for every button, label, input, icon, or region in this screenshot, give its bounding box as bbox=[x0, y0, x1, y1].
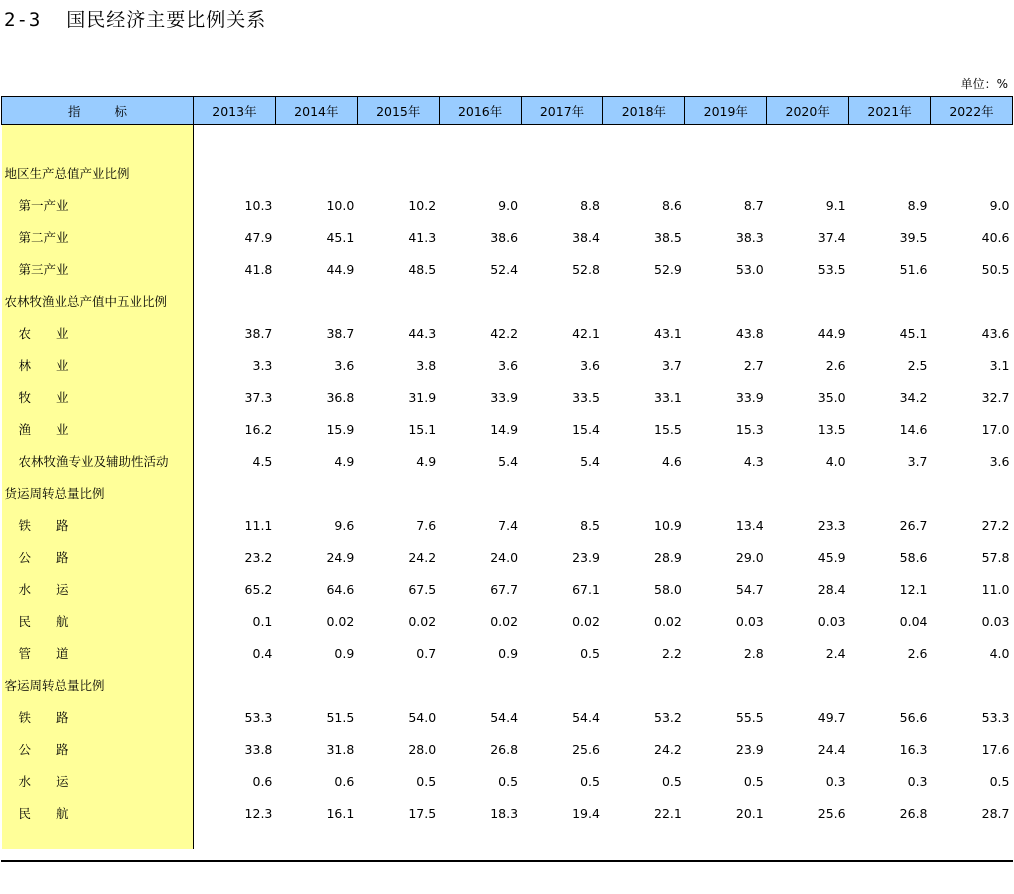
value-cell: 28.7 bbox=[981, 805, 1010, 821]
value-cell bbox=[685, 829, 767, 849]
value-cell: 18.3 bbox=[490, 805, 519, 821]
row-label: 民 航 bbox=[2, 797, 194, 829]
value-cell: 53.3 bbox=[244, 709, 273, 725]
value-cell bbox=[521, 285, 603, 317]
row-label: 林 业 bbox=[2, 349, 194, 381]
value-cell: 23.3 bbox=[817, 517, 846, 533]
value-cell: 12.1 bbox=[899, 581, 928, 597]
value-cell: 15.4 bbox=[572, 421, 600, 437]
value-cell bbox=[521, 125, 603, 158]
table-row bbox=[2, 541, 1013, 573]
value-cell: 33.9 bbox=[735, 389, 764, 405]
value-cell bbox=[357, 829, 439, 849]
table-row bbox=[2, 637, 1013, 669]
value-cell bbox=[439, 669, 521, 701]
ratio-table bbox=[1, 96, 1013, 849]
value-cell: 28.0 bbox=[408, 741, 437, 757]
value-cell bbox=[521, 669, 603, 701]
value-cell: 24.0 bbox=[490, 549, 519, 565]
value-cell: 11.0 bbox=[981, 581, 1010, 597]
value-cell bbox=[849, 829, 931, 849]
value-cell: 9.1 bbox=[825, 197, 846, 213]
value-cell: 5.4 bbox=[580, 453, 600, 469]
year-header: 2014年 bbox=[275, 97, 357, 125]
value-cell: 4.9 bbox=[416, 453, 437, 469]
value-cell: 13.5 bbox=[817, 421, 846, 437]
value-cell: 24.2 bbox=[408, 549, 437, 565]
section-label: 货运周转总量比例 bbox=[2, 477, 194, 509]
value-cell: 51.6 bbox=[899, 261, 928, 277]
unit-label: 单位：% bbox=[960, 77, 1008, 91]
value-cell: 3.6 bbox=[498, 357, 519, 373]
value-cell: 0.5 bbox=[498, 773, 519, 789]
value-cell: 0.6 bbox=[252, 773, 273, 789]
value-cell: 26.7 bbox=[899, 517, 928, 533]
value-cell: 56.6 bbox=[899, 709, 928, 725]
value-cell: 37.3 bbox=[244, 389, 273, 405]
value-cell bbox=[194, 285, 276, 317]
value-cell: 3.7 bbox=[907, 453, 928, 469]
indicator-header bbox=[2, 97, 194, 125]
value-cell: 27.2 bbox=[981, 517, 1010, 533]
value-cell bbox=[931, 829, 1013, 849]
row-label: 水 运 bbox=[2, 765, 194, 797]
value-cell: 0.3 bbox=[907, 773, 928, 789]
year-header: 2016年 bbox=[439, 97, 521, 125]
value-cell: 9.0 bbox=[989, 197, 1010, 213]
year-header: 2013年 bbox=[194, 97, 276, 125]
value-cell bbox=[521, 829, 603, 849]
value-cell bbox=[439, 477, 521, 509]
indicator-header-right: 标 bbox=[114, 103, 128, 119]
value-cell: 24.2 bbox=[654, 741, 682, 757]
row-label: 管 道 bbox=[2, 637, 194, 669]
table-row bbox=[2, 381, 1013, 413]
value-cell: 36.8 bbox=[326, 389, 355, 405]
value-cell: 22.1 bbox=[654, 805, 682, 821]
value-cell: 7.6 bbox=[416, 517, 437, 533]
table-row bbox=[2, 797, 1013, 829]
value-cell: 0.6 bbox=[334, 773, 355, 789]
table-row bbox=[2, 573, 1013, 605]
value-cell: 4.6 bbox=[661, 453, 682, 469]
value-cell: 0.5 bbox=[580, 773, 600, 789]
value-cell: 35.0 bbox=[817, 389, 846, 405]
value-cell: 0.03 bbox=[981, 613, 1010, 629]
value-cell: 3.6 bbox=[989, 453, 1010, 469]
value-cell bbox=[849, 669, 931, 701]
section-label: 农林牧渔业总产值中五业比例 bbox=[2, 285, 194, 317]
value-cell: 52.8 bbox=[572, 261, 600, 277]
value-cell: 16.2 bbox=[244, 421, 273, 437]
value-cell: 0.1 bbox=[252, 613, 273, 629]
value-cell: 12.3 bbox=[244, 805, 273, 821]
value-cell: 23.2 bbox=[244, 549, 273, 565]
value-cell: 0.5 bbox=[989, 773, 1010, 789]
value-cell: 2.6 bbox=[907, 645, 928, 661]
spacer-row bbox=[2, 125, 1013, 158]
value-cell: 42.2 bbox=[490, 325, 519, 341]
value-cell: 15.9 bbox=[326, 421, 355, 437]
row-label: 公 路 bbox=[2, 733, 194, 765]
value-cell: 54.7 bbox=[735, 581, 764, 597]
value-cell bbox=[685, 669, 767, 701]
header-row bbox=[2, 97, 1013, 125]
value-cell: 4.9 bbox=[334, 453, 355, 469]
section-row bbox=[2, 669, 1013, 701]
value-cell: 23.9 bbox=[735, 741, 764, 757]
value-cell: 11.1 bbox=[244, 517, 273, 533]
value-cell bbox=[603, 285, 685, 317]
value-cell bbox=[521, 157, 603, 189]
value-cell: 54.4 bbox=[572, 709, 600, 725]
value-cell: 25.6 bbox=[817, 805, 846, 821]
value-cell: 3.3 bbox=[252, 357, 273, 373]
value-cell bbox=[685, 477, 767, 509]
value-cell: 24.4 bbox=[817, 741, 846, 757]
value-cell: 0.4 bbox=[252, 645, 273, 661]
value-cell: 67.7 bbox=[490, 581, 519, 597]
value-cell: 48.5 bbox=[408, 261, 437, 277]
value-cell: 8.5 bbox=[580, 517, 600, 533]
value-cell: 2.4 bbox=[825, 645, 846, 661]
value-cell bbox=[767, 829, 849, 849]
year-header: 2019年 bbox=[685, 97, 767, 125]
value-cell: 19.4 bbox=[572, 805, 600, 821]
row-label: 水 运 bbox=[2, 573, 194, 605]
value-cell: 3.1 bbox=[989, 357, 1010, 373]
label-cell bbox=[2, 125, 194, 158]
section-row bbox=[2, 157, 1013, 189]
value-cell: 2.6 bbox=[825, 357, 846, 373]
value-cell bbox=[849, 157, 931, 189]
year-header: 2015年 bbox=[357, 97, 439, 125]
value-cell: 0.9 bbox=[498, 645, 519, 661]
table-row bbox=[2, 349, 1013, 381]
value-cell: 3.6 bbox=[334, 357, 355, 373]
value-cell: 0.02 bbox=[572, 613, 600, 629]
value-cell: 53.3 bbox=[981, 709, 1010, 725]
value-cell: 3.7 bbox=[661, 357, 682, 373]
year-header: 2020年 bbox=[767, 97, 849, 125]
value-cell: 20.1 bbox=[735, 805, 764, 821]
indicator-header-left: 指 bbox=[67, 103, 81, 119]
value-cell: 16.3 bbox=[899, 741, 928, 757]
value-cell: 52.9 bbox=[654, 261, 682, 277]
value-cell: 42.1 bbox=[572, 325, 600, 341]
row-label: 农林牧渔专业及辅助性活动 bbox=[2, 445, 194, 477]
value-cell bbox=[931, 157, 1013, 189]
value-cell bbox=[194, 669, 276, 701]
value-cell bbox=[194, 829, 276, 849]
value-cell: 3.6 bbox=[580, 357, 600, 373]
value-cell: 53.2 bbox=[654, 709, 682, 725]
value-cell: 57.8 bbox=[981, 549, 1010, 565]
value-cell bbox=[685, 125, 767, 158]
row-label: 第二产业 bbox=[2, 221, 194, 253]
row-label: 农 业 bbox=[2, 317, 194, 349]
value-cell: 58.6 bbox=[899, 549, 928, 565]
value-cell bbox=[275, 157, 357, 189]
value-cell: 2.2 bbox=[661, 645, 682, 661]
value-cell: 33.1 bbox=[654, 389, 682, 405]
value-cell bbox=[767, 125, 849, 158]
value-cell: 54.4 bbox=[490, 709, 519, 725]
value-cell bbox=[194, 125, 276, 158]
table-row bbox=[2, 765, 1013, 797]
table-bottom-rule bbox=[1, 860, 1013, 862]
value-cell: 3.8 bbox=[416, 357, 437, 373]
value-cell bbox=[849, 477, 931, 509]
value-cell: 8.8 bbox=[580, 197, 600, 213]
value-cell: 33.8 bbox=[244, 741, 273, 757]
value-cell: 33.5 bbox=[572, 389, 600, 405]
value-cell: 65.2 bbox=[244, 581, 273, 597]
value-cell bbox=[194, 477, 276, 509]
row-label: 第三产业 bbox=[2, 253, 194, 285]
value-cell bbox=[275, 125, 357, 158]
table-row bbox=[2, 221, 1013, 253]
value-cell: 2.8 bbox=[743, 645, 764, 661]
value-cell: 0.5 bbox=[416, 773, 437, 789]
value-cell: 43.8 bbox=[735, 325, 764, 341]
value-cell: 2.5 bbox=[907, 357, 928, 373]
value-cell bbox=[849, 285, 931, 317]
value-cell: 58.0 bbox=[654, 581, 682, 597]
value-cell: 40.6 bbox=[981, 229, 1010, 245]
value-cell: 38.7 bbox=[326, 325, 355, 341]
value-cell: 0.03 bbox=[817, 613, 846, 629]
value-cell: 47.9 bbox=[244, 229, 273, 245]
value-cell: 0.02 bbox=[654, 613, 682, 629]
value-cell bbox=[849, 125, 931, 158]
table-body bbox=[2, 125, 1013, 850]
value-cell: 29.0 bbox=[735, 549, 764, 565]
value-cell: 38.5 bbox=[654, 229, 682, 245]
value-cell: 28.9 bbox=[654, 549, 682, 565]
value-cell: 4.3 bbox=[743, 453, 764, 469]
value-cell: 41.8 bbox=[244, 261, 273, 277]
row-label: 民 航 bbox=[2, 605, 194, 637]
value-cell bbox=[357, 669, 439, 701]
value-cell: 10.9 bbox=[654, 517, 682, 533]
value-cell: 54.0 bbox=[408, 709, 437, 725]
value-cell: 8.7 bbox=[743, 197, 764, 213]
row-label: 第一产业 bbox=[2, 189, 194, 221]
value-cell: 38.3 bbox=[735, 229, 764, 245]
value-cell: 33.9 bbox=[490, 389, 519, 405]
section-row bbox=[2, 285, 1013, 317]
value-cell: 55.5 bbox=[735, 709, 764, 725]
value-cell bbox=[603, 477, 685, 509]
value-cell: 15.5 bbox=[654, 421, 682, 437]
value-cell: 51.5 bbox=[326, 709, 355, 725]
value-cell bbox=[521, 477, 603, 509]
value-cell bbox=[685, 157, 767, 189]
value-cell bbox=[931, 285, 1013, 317]
value-cell: 17.6 bbox=[981, 741, 1010, 757]
table-row bbox=[2, 701, 1013, 733]
value-cell bbox=[357, 285, 439, 317]
value-cell bbox=[275, 669, 357, 701]
label-cell bbox=[2, 829, 194, 849]
value-cell: 10.3 bbox=[244, 197, 273, 213]
value-cell: 0.02 bbox=[408, 613, 437, 629]
value-cell bbox=[931, 125, 1013, 158]
table-row bbox=[2, 253, 1013, 285]
value-cell: 25.6 bbox=[572, 741, 600, 757]
value-cell: 0.9 bbox=[334, 645, 355, 661]
value-cell: 26.8 bbox=[490, 741, 519, 757]
year-header: 2021年 bbox=[849, 97, 931, 125]
value-cell: 16.1 bbox=[326, 805, 355, 821]
section-row bbox=[2, 477, 1013, 509]
value-cell: 14.9 bbox=[490, 421, 519, 437]
row-label: 渔 业 bbox=[2, 413, 194, 445]
value-cell: 0.03 bbox=[735, 613, 764, 629]
page-title: 2-3 国民经济主要比例关系 bbox=[4, 9, 267, 31]
value-cell bbox=[931, 477, 1013, 509]
value-cell: 45.1 bbox=[326, 229, 355, 245]
value-cell bbox=[439, 157, 521, 189]
value-cell: 23.9 bbox=[572, 549, 600, 565]
value-cell: 45.1 bbox=[899, 325, 928, 341]
value-cell: 26.8 bbox=[899, 805, 928, 821]
year-header: 2018年 bbox=[603, 97, 685, 125]
value-cell bbox=[357, 125, 439, 158]
value-cell: 32.7 bbox=[981, 389, 1010, 405]
value-cell bbox=[194, 157, 276, 189]
value-cell bbox=[685, 285, 767, 317]
value-cell bbox=[357, 157, 439, 189]
value-cell: 31.8 bbox=[326, 741, 355, 757]
value-cell: 7.4 bbox=[498, 517, 519, 533]
value-cell: 0.7 bbox=[416, 645, 437, 661]
value-cell: 24.9 bbox=[326, 549, 355, 565]
value-cell bbox=[931, 669, 1013, 701]
value-cell: 28.4 bbox=[817, 581, 846, 597]
row-label: 公 路 bbox=[2, 541, 194, 573]
value-cell bbox=[439, 125, 521, 158]
value-cell: 8.9 bbox=[907, 197, 928, 213]
table-row bbox=[2, 445, 1013, 477]
table-row bbox=[2, 317, 1013, 349]
value-cell: 38.4 bbox=[572, 229, 600, 245]
value-cell: 17.5 bbox=[408, 805, 437, 821]
value-cell: 15.1 bbox=[408, 421, 437, 437]
value-cell: 13.4 bbox=[735, 517, 764, 533]
value-cell: 4.0 bbox=[825, 453, 846, 469]
value-cell bbox=[439, 829, 521, 849]
value-cell: 0.04 bbox=[899, 613, 928, 629]
value-cell: 14.6 bbox=[899, 421, 928, 437]
value-cell: 39.5 bbox=[899, 229, 928, 245]
value-cell: 44.9 bbox=[326, 261, 355, 277]
value-cell: 38.7 bbox=[244, 325, 273, 341]
value-cell: 0.5 bbox=[661, 773, 682, 789]
value-cell: 9.0 bbox=[498, 197, 519, 213]
value-cell bbox=[603, 829, 685, 849]
value-cell: 15.3 bbox=[735, 421, 764, 437]
value-cell: 0.02 bbox=[490, 613, 519, 629]
value-cell bbox=[767, 285, 849, 317]
value-cell bbox=[603, 157, 685, 189]
value-cell: 43.6 bbox=[981, 325, 1010, 341]
value-cell: 0.5 bbox=[743, 773, 764, 789]
value-cell bbox=[767, 669, 849, 701]
value-cell: 38.6 bbox=[490, 229, 519, 245]
value-cell: 67.1 bbox=[572, 581, 600, 597]
row-label: 牧 业 bbox=[2, 381, 194, 413]
value-cell: 50.5 bbox=[981, 261, 1010, 277]
table-row bbox=[2, 413, 1013, 445]
value-cell bbox=[357, 477, 439, 509]
row-label: 铁 路 bbox=[2, 701, 194, 733]
value-cell: 4.5 bbox=[252, 453, 273, 469]
value-cell bbox=[603, 125, 685, 158]
year-header: 2017年 bbox=[521, 97, 603, 125]
value-cell bbox=[275, 829, 357, 849]
value-cell: 2.7 bbox=[743, 357, 764, 373]
value-cell bbox=[767, 477, 849, 509]
value-cell: 34.2 bbox=[899, 389, 928, 405]
table-row bbox=[2, 605, 1013, 637]
spacer-row bbox=[2, 829, 1013, 849]
table-row bbox=[2, 733, 1013, 765]
value-cell: 17.0 bbox=[981, 421, 1010, 437]
value-cell: 4.0 bbox=[989, 645, 1010, 661]
value-cell bbox=[439, 285, 521, 317]
value-cell: 31.9 bbox=[408, 389, 437, 405]
year-header: 2022年 bbox=[931, 97, 1013, 125]
value-cell: 52.4 bbox=[490, 261, 519, 277]
value-cell: 53.0 bbox=[735, 261, 764, 277]
value-cell bbox=[275, 285, 357, 317]
value-cell: 64.6 bbox=[326, 581, 355, 597]
value-cell: 44.3 bbox=[408, 325, 437, 341]
value-cell: 5.4 bbox=[498, 453, 519, 469]
table-row bbox=[2, 189, 1013, 221]
value-cell: 49.7 bbox=[817, 709, 846, 725]
section-label: 地区生产总值产业比例 bbox=[2, 157, 194, 189]
value-cell: 45.9 bbox=[817, 549, 846, 565]
value-cell: 0.5 bbox=[580, 645, 600, 661]
value-cell: 37.4 bbox=[817, 229, 846, 245]
value-cell bbox=[767, 157, 849, 189]
value-cell: 8.6 bbox=[661, 197, 682, 213]
value-cell: 0.02 bbox=[326, 613, 355, 629]
value-cell bbox=[275, 477, 357, 509]
value-cell: 43.1 bbox=[654, 325, 682, 341]
value-cell bbox=[603, 669, 685, 701]
value-cell: 44.9 bbox=[817, 325, 846, 341]
row-label: 铁 路 bbox=[2, 509, 194, 541]
value-cell: 10.0 bbox=[326, 197, 355, 213]
value-cell: 67.5 bbox=[408, 581, 437, 597]
value-cell: 53.5 bbox=[817, 261, 846, 277]
value-cell: 10.2 bbox=[408, 197, 437, 213]
value-cell: 9.6 bbox=[334, 517, 355, 533]
table-row bbox=[2, 509, 1013, 541]
value-cell: 41.3 bbox=[408, 229, 437, 245]
value-cell: 0.3 bbox=[825, 773, 846, 789]
section-label: 客运周转总量比例 bbox=[2, 669, 194, 701]
